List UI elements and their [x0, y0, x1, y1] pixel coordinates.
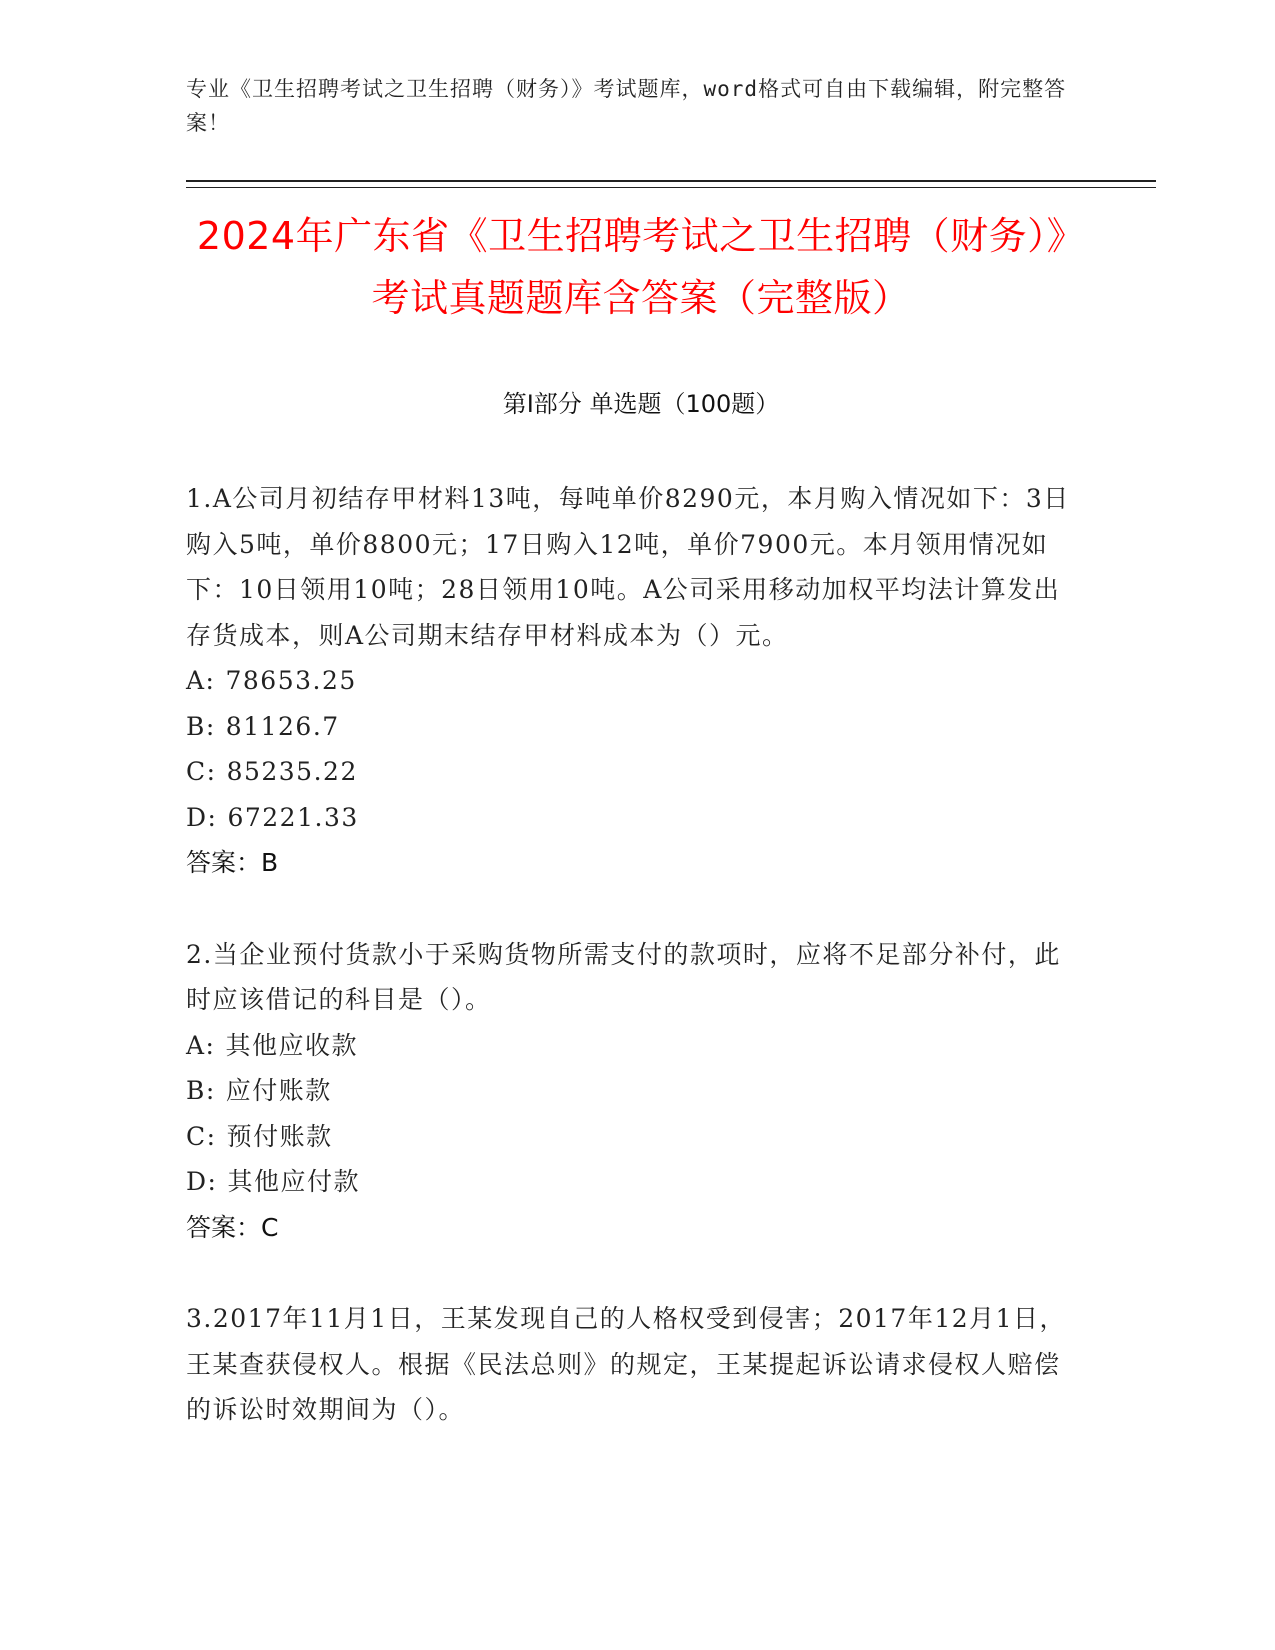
- header-divider: [186, 180, 1156, 182]
- option-letter: D:: [186, 1167, 218, 1196]
- option-d: [186, 1159, 1086, 1205]
- option-letter: B:: [186, 711, 216, 741]
- option-letter: C:: [186, 757, 217, 786]
- option-a: [186, 1023, 1086, 1069]
- option-text: 其他应收款: [225, 1030, 358, 1060]
- question-stem: 3.2017年11月1日，王某发现自己的人格权受到侵害；2017年12月1日，王某查获侵权人。根据《民法总则》的规定，王某提起诉讼请求侵权人赔偿的诉讼时效期间为（）。: [186, 1304, 1067, 1424]
- option-b: [186, 1068, 1086, 1114]
- option-text: 67221.33: [227, 802, 359, 832]
- option-letter: A:: [186, 1030, 216, 1060]
- option-list: [186, 658, 1086, 840]
- option-text: 85235.22: [226, 757, 358, 786]
- option-a: [186, 658, 1086, 704]
- option-text: 78653.25: [225, 666, 357, 695]
- header-note: 专业《卫生招聘考试之卫生招聘（财务）》考试题库，word格式可自由下载编辑，附完整答案！: [186, 77, 1067, 135]
- answer-line: 答案：B: [186, 848, 279, 877]
- option-c: [186, 1114, 1086, 1160]
- question-stem: 1.A公司月初结存甲材料13吨，每吨单价8290元，本月购入情况如下：3日购入5吨，单价8800元；17日购入12吨，单价7900元。本月领用情况如下：10日领用10吨；28日领用10吨。A公司采用移动加权平均法计算发出存货成本，则A公司期末结存甲材料成本为（）元。: [186, 484, 1070, 650]
- question-2: [186, 932, 1086, 1251]
- section-title: 第Ⅰ部分 单选题（100题）: [502, 390, 780, 418]
- option-d: [186, 795, 1086, 841]
- option-text: 81126.7: [225, 711, 340, 741]
- option-text: 其他应付款: [227, 1167, 360, 1196]
- option-list: [186, 1023, 1086, 1205]
- option-letter: B:: [186, 1076, 216, 1105]
- header-divider-thin: [186, 187, 1156, 188]
- option-text: 预付账款: [226, 1121, 333, 1151]
- option-letter: D:: [186, 802, 218, 832]
- question-stem: 2.当企业预付货款小于采购货物所需支付的款项时，应将不足部分补付，此时应该借记的科目是（）。: [186, 939, 1061, 1014]
- question-1: [186, 476, 1086, 886]
- page-title: 2024年广东省《卫生招聘考试之卫生招聘（财务）》考试真题题库含答案（完整版）: [196, 214, 1086, 320]
- option-letter: C:: [186, 1121, 217, 1151]
- option-c: [186, 749, 1086, 795]
- option-b: [186, 704, 1086, 750]
- answer-line: 答案：C: [186, 1212, 279, 1242]
- question-3: [186, 1296, 1086, 1433]
- option-text: 应付账款: [225, 1076, 332, 1105]
- question-list: [186, 476, 1086, 1479]
- option-letter: A:: [186, 666, 216, 695]
